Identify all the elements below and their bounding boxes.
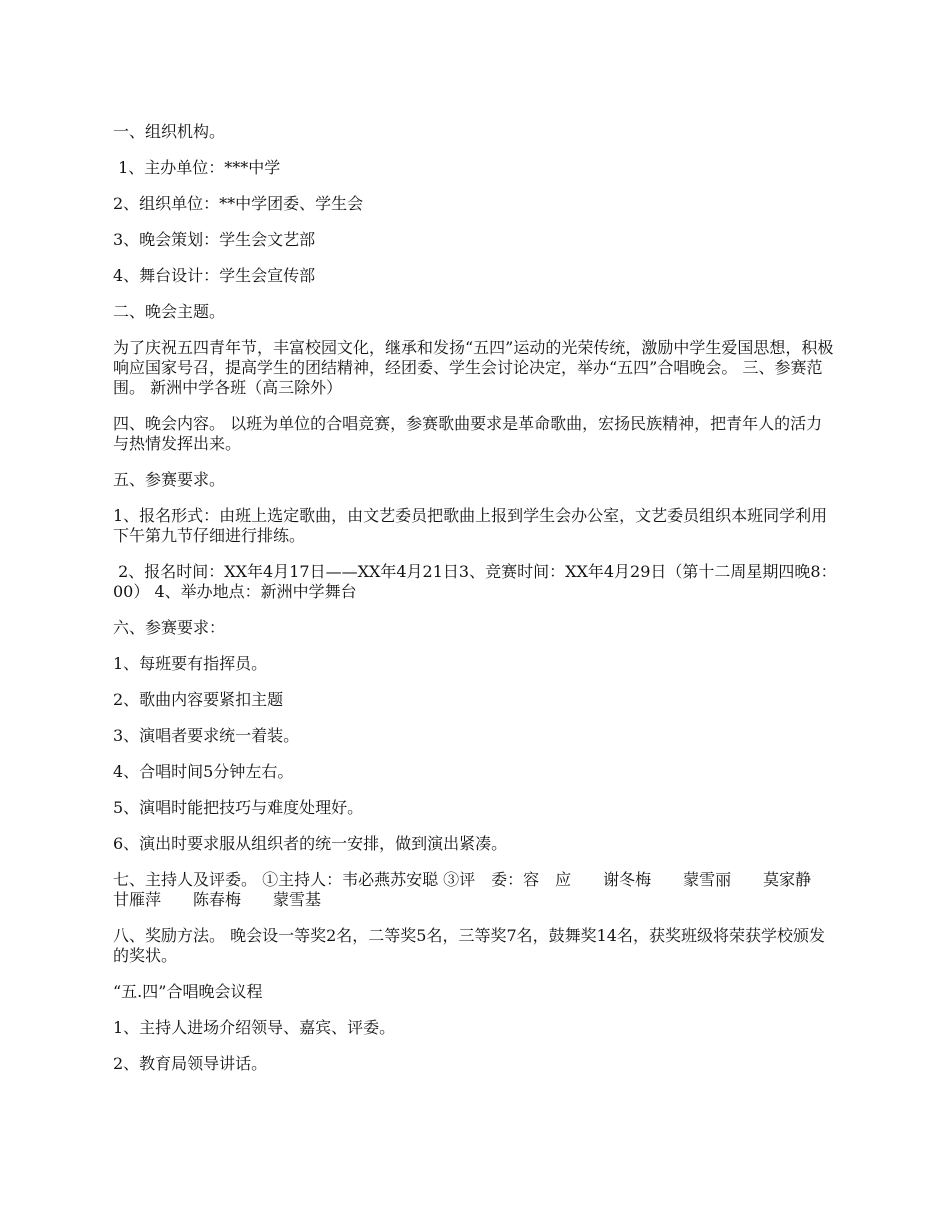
list-item-technique: 5、演唱时能把技巧与难度处理好。	[113, 798, 364, 817]
section-heading-theme: 二、晚会主题。	[113, 302, 226, 321]
section-heading-requirements: 五、参赛要求。	[113, 470, 226, 489]
list-item-planning: 3、晚会策划：学生会文艺部	[113, 230, 316, 249]
paragraph-theme-description: 为了庆祝五四青年节，丰富校园文化，继承和发扬“五四”运动的光荣传统，激励中学生爱国思想，积极响应国家号召，提高学生的团结精神，经团委、学生会讨论决定，举办“五四”合唱晚会。 三、参赛范围。 新洲中学各班（高三除外）	[113, 338, 834, 397]
paragraph-awards: 八、奖励方法。 晚会设一等奖2名，二等奖5名，三等奖7名，鼓舞奖14名，获奖班级将荣获学校颁发的奖状。	[113, 926, 825, 965]
list-item-agenda-2: 2、教育局领导讲话。	[113, 1054, 268, 1073]
list-item-agenda-1: 1、主持人进场介绍领导、嘉宾、评委。	[113, 1018, 396, 1037]
list-item-uniform: 3、演唱者要求统一着装。	[113, 726, 300, 745]
list-item-registration-form: 1、报名形式：由班上选定歌曲，由文艺委员把歌曲上报到学生会办公室，文艺委员组织本班同学利用下午第九节仔细进行排练。	[113, 506, 828, 545]
list-item-organizer-unit: 2、组织单位：**中学团委、学生会	[113, 194, 364, 213]
paragraph-hosts-judges: 七、主持人及评委。 ①主持人：韦必燕苏安聪 ③评 委：容 应 谢冬梅 蒙雪丽 莫家静 甘雁萍 陈春梅 蒙雪基	[113, 870, 844, 909]
list-item-host-unit: 1、主办单位：***中学	[113, 158, 281, 177]
section-heading-organization: 一、组织机构。	[113, 122, 226, 141]
list-item-stage-design: 4、舞台设计：学生会宣传部	[113, 266, 316, 285]
section-heading-requirements-2: 六、参赛要求：	[113, 618, 226, 637]
list-item-song-content: 2、歌曲内容要紧扣主题	[113, 690, 284, 709]
list-item-conductor: 1、每班要有指挥员。	[113, 654, 268, 673]
document-body	[113, 122, 844, 1090]
list-item-registration-time: 2、报名时间：XX年4月17日——XX年4月21日3、竞赛时间：XX年4月29日（第十二周星期四晚8：00） 4、举办地点：新洲中学舞台	[113, 562, 837, 601]
heading-agenda: “五.四”合唱晚会议程	[113, 982, 263, 1001]
paragraph-content: 四、晚会内容。 以班为单位的合唱竞赛，参赛歌曲要求是革命歌曲，宏扬民族精神，把青年人的活力与热情发挥出来。	[113, 414, 823, 453]
list-item-arrangement: 6、演出时要求服从组织者的统一安排，做到演出紧凑。	[113, 834, 508, 853]
list-item-duration: 4、合唱时间5分钟左右。	[113, 762, 294, 781]
